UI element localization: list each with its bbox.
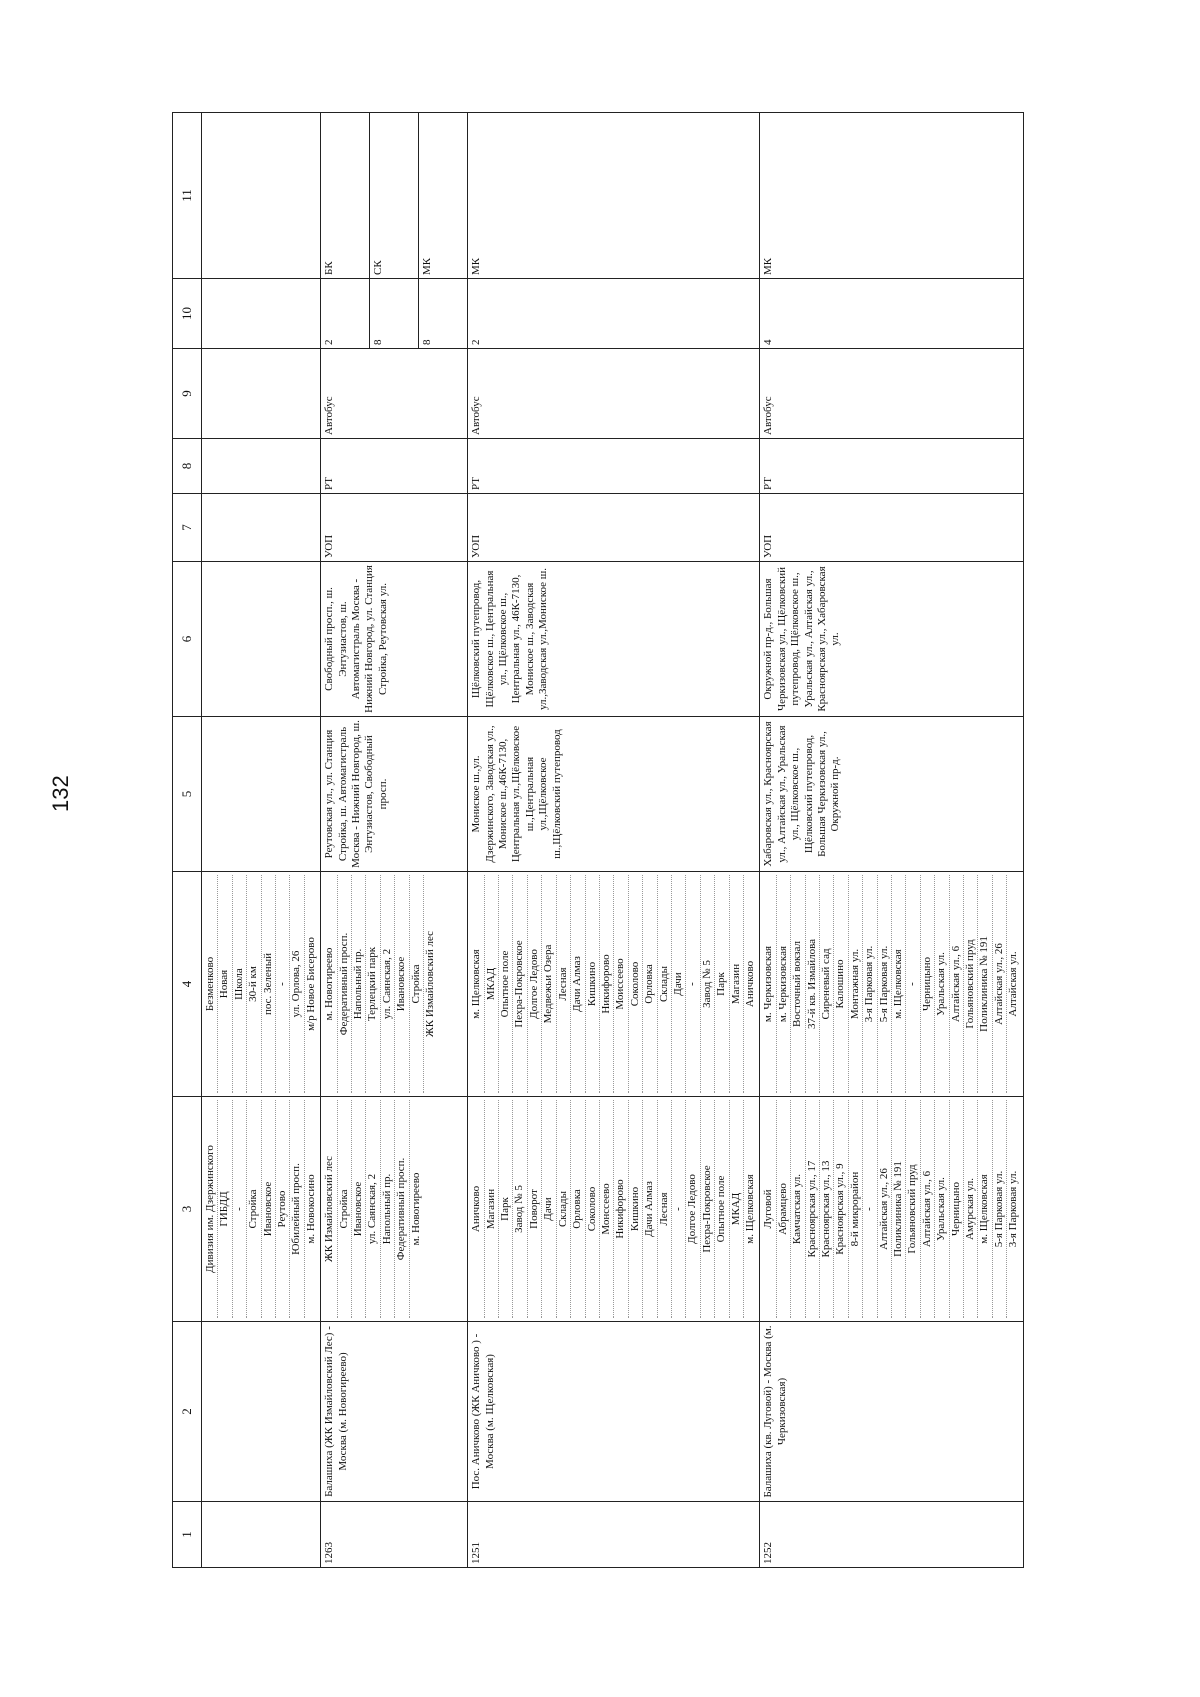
- header-cell: 9: [173, 349, 202, 439]
- stop-item: Восточный вокзал: [791, 875, 805, 1093]
- stop-item: м. Щелковская: [892, 875, 906, 1093]
- stop-item: Дивизия им. Дзержинского: [204, 1100, 218, 1318]
- vehicle-class: [202, 113, 321, 279]
- stop-item: Гольяновский пруд: [964, 875, 978, 1093]
- stop-item: м. Новогиреево: [323, 875, 337, 1093]
- stop-item: Уральская ул.: [935, 875, 949, 1093]
- stop-item: 5-я Парковая ул.: [878, 875, 892, 1093]
- stop-item: Парк: [715, 875, 729, 1093]
- vehicle-class-value: МК: [762, 257, 775, 275]
- stop-item: МКАД: [485, 875, 499, 1093]
- route-regime: [202, 494, 321, 562]
- stop-item: Аничково: [743, 960, 756, 1008]
- route-row: [202, 113, 321, 1568]
- route-order: РТ: [760, 439, 1023, 494]
- vehicle-count: [202, 279, 321, 349]
- stops-back-list: [470, 875, 757, 1093]
- stop-item: Камчатская ул.: [791, 1100, 805, 1318]
- stop-item: 5-я Парковая ул.: [993, 1100, 1007, 1318]
- stop-item: Луговой: [762, 1100, 776, 1318]
- vehicle-class: [321, 113, 468, 279]
- vehicle-class: [760, 113, 1023, 279]
- stop-item: Долгое Ледово: [686, 1100, 700, 1318]
- stop-item: 37-й кв. Измайлова: [806, 875, 820, 1093]
- stop-item: Поликлиника № 191: [978, 875, 992, 1093]
- stop-item: Дачи Алмаз: [571, 875, 585, 1093]
- stop-item: Федеративный просп.: [395, 1100, 409, 1318]
- stop-item: Лесная: [658, 1100, 672, 1318]
- stops-forward-list: [470, 1100, 757, 1318]
- header-row: [173, 113, 202, 1568]
- stop-item: МКАД: [730, 1100, 744, 1318]
- stop-item: Никифорово: [600, 875, 614, 1093]
- stop-item: Сиреневый сад: [820, 875, 834, 1093]
- stop-item: Реутово: [276, 1100, 290, 1318]
- streets-forward: [202, 717, 321, 872]
- stop-item: Монтажная ул.: [849, 875, 863, 1093]
- stop-item: Калошино: [834, 875, 848, 1093]
- header-cell: 6: [173, 562, 202, 717]
- page-number: 132: [48, 775, 73, 812]
- header-cell: 1: [173, 1502, 202, 1568]
- vehicle-count-stack: [321, 279, 467, 348]
- stop-item: Склады: [557, 1100, 571, 1318]
- stop-item: Склады: [658, 875, 672, 1093]
- vehicle-type: Автобус: [760, 349, 1023, 439]
- stop-item: Алтайская ул., 26: [878, 1100, 892, 1318]
- route-regime: УОП: [468, 494, 760, 562]
- stop-item: Никифорово: [614, 1100, 628, 1318]
- route-row: [321, 113, 468, 1568]
- stop-item: Орловка: [643, 875, 657, 1093]
- vehicle-class-stack: [321, 113, 467, 278]
- stop-item: Парк: [499, 1100, 513, 1318]
- vehicle-class-value: МК: [421, 257, 434, 275]
- routes-table: [172, 112, 1024, 1568]
- stops-forward: [468, 1097, 760, 1322]
- streets-forward: Мониское ш.,ул. Дзержинского, Заводская ул., Мониское ш.,46К-7130, Центральная ул.,Щёлковское ш.,Центральная ул.,Щёлковское ш.,Щёлковский путепровод: [468, 717, 760, 872]
- header-cell: 8: [173, 439, 202, 494]
- vehicle-count-value: 2: [321, 279, 370, 348]
- stop-item: Магазин: [485, 1100, 499, 1318]
- vehicle-count: [468, 279, 760, 349]
- route-order: РТ: [321, 439, 468, 494]
- stop-item: Юбилейный просп.: [290, 1100, 304, 1318]
- route-number: [202, 1502, 321, 1568]
- header-cell: 3: [173, 1097, 202, 1322]
- stop-item: Красноярская ул., 9: [834, 1100, 848, 1318]
- vehicle-class-value: БК: [321, 113, 370, 278]
- stop-item: ул. Саянская, 2: [366, 1100, 380, 1318]
- stop-item: Опытное поле: [499, 875, 513, 1093]
- stop-item: Дачи: [542, 1100, 556, 1318]
- stop-item: Магазин: [730, 875, 744, 1093]
- vehicle-type: [202, 349, 321, 439]
- stop-item: м. Новокосино: [304, 1174, 317, 1244]
- stops-forward: [202, 1097, 321, 1322]
- stop-item: 30-й км: [247, 875, 261, 1093]
- stop-item: Красноярская ул., 17: [806, 1100, 820, 1318]
- header-cell: 5: [173, 717, 202, 872]
- route-order: РТ: [468, 439, 760, 494]
- stop-item: Долгое Ледово: [528, 875, 542, 1093]
- stop-item: Новая: [218, 875, 232, 1093]
- stop-item: Алтайская ул., 6: [950, 875, 964, 1093]
- stop-item: м. Черкизовская: [762, 875, 776, 1093]
- stop-item: Ивановское: [262, 1100, 276, 1318]
- stops-back: [760, 872, 1023, 1097]
- stop-item: Напольный пр.: [381, 1100, 395, 1318]
- streets-back: Окружной пр-д., Большая Черкизовская ул., Щёлковский путепровод, Щёлковское ш., Уральская ул., Алтайская ул., Красноярская ул., Хабаровская ул.: [760, 562, 1023, 717]
- stop-item: Черницыно: [950, 1100, 964, 1318]
- stops-forward: [321, 1097, 468, 1322]
- stops-back-list: [762, 875, 1020, 1093]
- stop-item: Ивановское: [352, 1100, 366, 1318]
- rotated-table-wrapper: [172, 113, 1117, 1568]
- route-name: Пос. Аничково (ЖК Аничково ) - Москва (м. Щелковская): [468, 1322, 760, 1502]
- streets-forward: Хабаровская ул., Красноярская ул., Алтайская ул., Уральская ул., Щёлковское ш., Щёлковский путепровод, Большая Черкизовская ул., Окружной пр-д.: [760, 717, 1023, 872]
- stop-item: Гольяновский пруд: [906, 1100, 920, 1318]
- route-name: Балашиха (кв. Луговой) - Москва (м. Черкизовская): [760, 1322, 1023, 1502]
- stop-item: Школа: [233, 875, 247, 1093]
- stop-item: Амурская ул.: [964, 1100, 978, 1318]
- stop-item: Соколово: [586, 1100, 600, 1318]
- stop-item: Пехра-Покровское: [513, 875, 527, 1093]
- stop-item: Кишкино: [586, 875, 600, 1093]
- stop-item: Стройка: [247, 1100, 261, 1318]
- stop-item: ул. Саянская, 2: [381, 875, 395, 1093]
- vehicle-count: [321, 279, 468, 349]
- stops-forward: [760, 1097, 1023, 1322]
- stops-back: [202, 872, 321, 1097]
- vehicle-count-stack: [468, 279, 516, 348]
- streets-back: [202, 562, 321, 717]
- stop-item: Медвежьи Озера: [542, 875, 556, 1093]
- vehicle-count-value: 8: [370, 279, 419, 348]
- stops-back-list: [204, 875, 318, 1093]
- vehicle-count-value: 8: [421, 339, 434, 345]
- stop-item: -: [863, 1100, 877, 1318]
- stop-item: м. Щелковская: [978, 1100, 992, 1318]
- vehicle-class-value: СК: [370, 113, 419, 278]
- stop-item: Безменково: [204, 875, 218, 1093]
- stop-item: Поворот: [528, 1100, 542, 1318]
- stop-item: Дачи Алмаз: [643, 1100, 657, 1318]
- stop-item: -: [276, 875, 290, 1093]
- stop-item: м. Щелковская: [470, 875, 484, 1093]
- stop-item: ЖК Измайловский лес: [323, 1100, 337, 1318]
- stop-item: Алтайская ул., 26: [993, 875, 1007, 1093]
- stop-item: 3-я Парковая ул.: [863, 875, 877, 1093]
- stop-item: Моиссеево: [614, 875, 628, 1093]
- vehicle-count: [760, 279, 1023, 349]
- stop-item: Федеративный просп.: [338, 875, 352, 1093]
- vehicle-count-value: 4: [762, 339, 775, 345]
- vehicle-class-stack: [760, 113, 808, 278]
- route-row: [468, 113, 760, 1568]
- stops-forward-list: [762, 1100, 1020, 1318]
- vehicle-count-stack: [760, 279, 808, 348]
- stop-item: Соколово: [629, 875, 643, 1093]
- stops-forward-list: [323, 1100, 423, 1318]
- stops-back: [321, 872, 468, 1097]
- stop-item: Орловка: [571, 1100, 585, 1318]
- stop-item: Дачи: [672, 875, 686, 1093]
- stop-item: Кишкино: [629, 1100, 643, 1318]
- stop-item: Алтайская ул.: [1007, 951, 1020, 1017]
- route-number: 1251: [468, 1502, 760, 1568]
- route-number: 1252: [760, 1502, 1023, 1568]
- stop-item: Пехра-Покровское: [701, 1100, 715, 1318]
- route-order: [202, 439, 321, 494]
- route-name: Балашиха (ЖК Измайловский Лес) - Москва (м. Новогиреево): [321, 1322, 468, 1502]
- vehicle-count-value: 2: [470, 339, 483, 345]
- header-cell: 11: [173, 113, 202, 279]
- routes-body: [202, 113, 1024, 1568]
- stop-item: ул. Орлова, 26: [290, 875, 304, 1093]
- stop-item: Стройка: [410, 875, 424, 1093]
- stop-item: -: [906, 875, 920, 1093]
- vehicle-class-value: МК: [470, 257, 483, 275]
- stop-item: Уральская ул.: [935, 1100, 949, 1318]
- stop-item: м/р Новое Бисерово: [304, 937, 317, 1031]
- route-number: 1263: [321, 1502, 468, 1568]
- stop-item: Красноярская ул., 13: [820, 1100, 834, 1318]
- stop-item: -: [233, 1100, 247, 1318]
- header-cell: 7: [173, 494, 202, 562]
- route-row: [760, 113, 1023, 1568]
- header-cell: 10: [173, 279, 202, 349]
- route-regime: УОП: [760, 494, 1023, 562]
- stop-item: Стройка: [338, 1100, 352, 1318]
- vehicle-type: Автобус: [321, 349, 468, 439]
- vehicle-class: [468, 113, 760, 279]
- stop-item: Терлецкий парк: [366, 875, 380, 1093]
- stop-item: пос. Зеленый: [262, 875, 276, 1093]
- vehicle-class-stack: [468, 113, 516, 278]
- stop-item: м. Щелковская: [743, 1174, 756, 1244]
- stop-item: Опытное поле: [715, 1100, 729, 1318]
- stop-item: Поликлиника № 191: [892, 1100, 906, 1318]
- stop-item: м. Черкизовская: [777, 875, 791, 1093]
- stop-item: Алтайская ул., 6: [921, 1100, 935, 1318]
- stop-item: Завод № 5: [513, 1100, 527, 1318]
- streets-back: Щёлковский путепровод, Щёлковское ш., Центральная ул., Щёлковское ш., Центральная ул., 46К-7130, Мониское ш., Заводская ул.,Заводская ул.,Мониское ш.: [468, 562, 760, 717]
- stop-item: ЖК Измайловский лес: [424, 930, 437, 1038]
- stop-item: Абрамцево: [777, 1100, 791, 1318]
- route-name: [202, 1322, 321, 1502]
- stop-item: Аничково: [470, 1100, 484, 1318]
- stop-item: 3-я Парковая ул.: [1007, 1170, 1020, 1248]
- stop-item: -: [686, 875, 700, 1093]
- stops-back: [468, 872, 760, 1097]
- streets-back: Свободный просп., ш. Энтузиастов, ш. Автомагистраль Москва - Нижний Новгород, ул. Станция Стройка, Реутовская ул.: [321, 562, 468, 717]
- stop-item: Завод № 5: [701, 875, 715, 1093]
- header-cell: 2: [173, 1322, 202, 1502]
- stop-item: ГИБДД: [218, 1100, 232, 1318]
- stop-item: Черницыно: [921, 875, 935, 1093]
- route-regime: УОП: [321, 494, 468, 562]
- stop-item: Напольный пр.: [352, 875, 366, 1093]
- vehicle-type: Автобус: [468, 349, 760, 439]
- stop-item: Лесная: [557, 875, 571, 1093]
- stops-back-list: [323, 875, 437, 1093]
- stop-item: м. Новогиреево: [409, 1172, 422, 1246]
- stops-forward-list: [204, 1100, 318, 1318]
- stop-item: Ивановское: [395, 875, 409, 1093]
- stop-item: 8-й микрорайон: [849, 1100, 863, 1318]
- stop-item: -: [672, 1100, 686, 1318]
- header-cell: 4: [173, 872, 202, 1097]
- streets-forward: Реутовская ул., ул. Станция Стройка, ш. Автомагистраль Москва - Нижний Новгород, ш. Энтузиастов, Свободный просп.: [321, 717, 468, 872]
- stop-item: Монссеево: [600, 1100, 614, 1318]
